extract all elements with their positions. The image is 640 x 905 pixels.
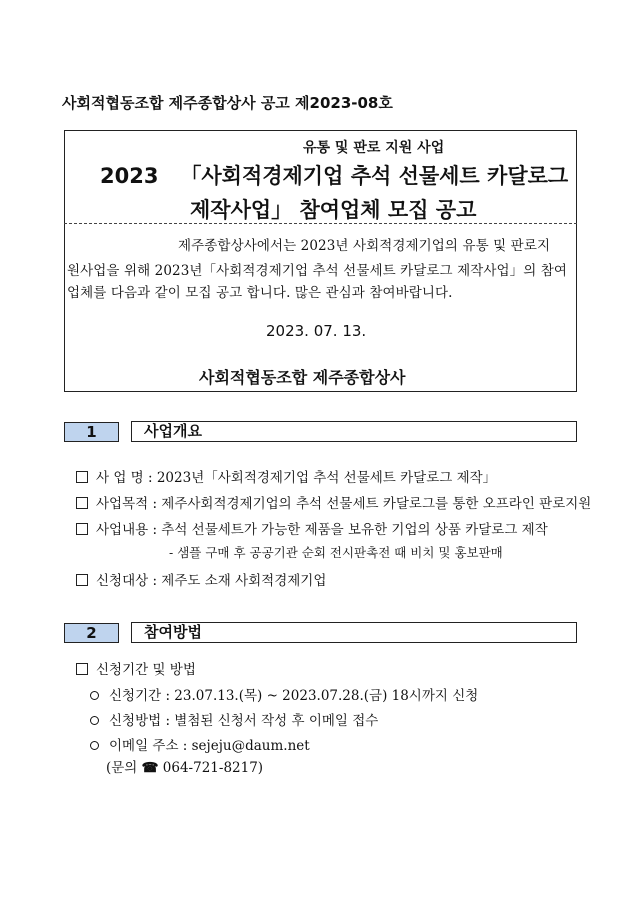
announcement-subtitle: 유통 및 판로 지원 사업 bbox=[303, 140, 445, 156]
announcement-title-line2: 제작사업」 참여업체 모집 공고 bbox=[190, 198, 477, 222]
list-item bbox=[76, 569, 326, 589]
checkbox-icon bbox=[76, 497, 88, 509]
section2-number: 2 bbox=[64, 623, 119, 643]
item-text: 신청기간 : 23.07.13.(목) ~ 2023.07.28.(금) 18시까지 신청 bbox=[109, 688, 479, 704]
list-item bbox=[76, 518, 548, 538]
contact-line bbox=[106, 756, 263, 776]
section1-number: 1 bbox=[64, 422, 119, 442]
item-text: - 샘플 구매 후 공공기관 순회 전시판촉전 때 비치 및 홍보판매 bbox=[169, 545, 503, 560]
announcement-body-line2: 원사업을 위해 2023년「사회적경제기업 추석 선물세트 카달로그 제작사업」의 참여 bbox=[67, 263, 568, 279]
contact-number: 064-721-8217) bbox=[162, 760, 264, 776]
list-item bbox=[90, 734, 310, 754]
list-item bbox=[90, 709, 378, 729]
checkbox-icon bbox=[76, 574, 88, 586]
checkbox-icon bbox=[76, 523, 88, 535]
phone-icon: ☎ bbox=[141, 760, 159, 776]
announcement-title-line1: 2023 「사회적경제기업 추석 선물세트 카달로그 bbox=[100, 164, 569, 188]
checkbox-icon bbox=[76, 471, 88, 483]
section2-title: 참여방법 bbox=[131, 622, 577, 643]
announcement-date: 2023. 07. 13. bbox=[266, 322, 367, 340]
notice-number: 사회적협동조합 제주종합상사 공고 제2023-08호 bbox=[62, 94, 393, 112]
list-item bbox=[76, 466, 496, 486]
circle-bullet-icon bbox=[90, 716, 99, 725]
section1-title: 사업개요 bbox=[131, 421, 577, 442]
item-text: 사업내용 : 추석 선물세트가 가능한 제품을 보유한 기업의 상품 카달로그 제작 bbox=[96, 522, 548, 538]
item-text: 사업목적 : 제주사회적경제기업의 추석 선물세트 카달로그를 통한 오프라인 판로지원 bbox=[96, 496, 592, 512]
dashed-divider bbox=[64, 223, 577, 224]
item-text: 사 업 명 : 2023년「사회적경제기업 추석 선물세트 카달로그 제작」 bbox=[96, 470, 497, 486]
announcement-body-line1: 제주종합상사에서는 2023년 사회적경제기업의 유통 및 판로지 bbox=[178, 238, 551, 254]
circle-bullet-icon bbox=[90, 691, 99, 700]
announcement-body-line3: 업체를 다음과 같이 모집 공고 합니다. 많은 관심과 참여바랍니다. bbox=[67, 285, 453, 301]
list-item-sub bbox=[169, 543, 503, 561]
item-text: 신청대상 : 제주도 소재 사회적경제기업 bbox=[96, 573, 327, 589]
item-text: 신청방법 : 별첨된 신청서 작성 후 이메일 접수 bbox=[109, 713, 379, 729]
announcement-organization: 사회적협동조합 제주종합상사 bbox=[199, 368, 406, 387]
list-item bbox=[90, 684, 478, 704]
list-item bbox=[76, 492, 591, 512]
list-heading bbox=[76, 658, 196, 678]
item-text: 이메일 주소 : sejeju@daum.net bbox=[109, 738, 310, 754]
item-text: 신청기간 및 방법 bbox=[96, 662, 196, 678]
contact-prefix: (문의 bbox=[106, 760, 138, 776]
checkbox-icon bbox=[76, 663, 88, 675]
circle-bullet-icon bbox=[90, 741, 99, 750]
